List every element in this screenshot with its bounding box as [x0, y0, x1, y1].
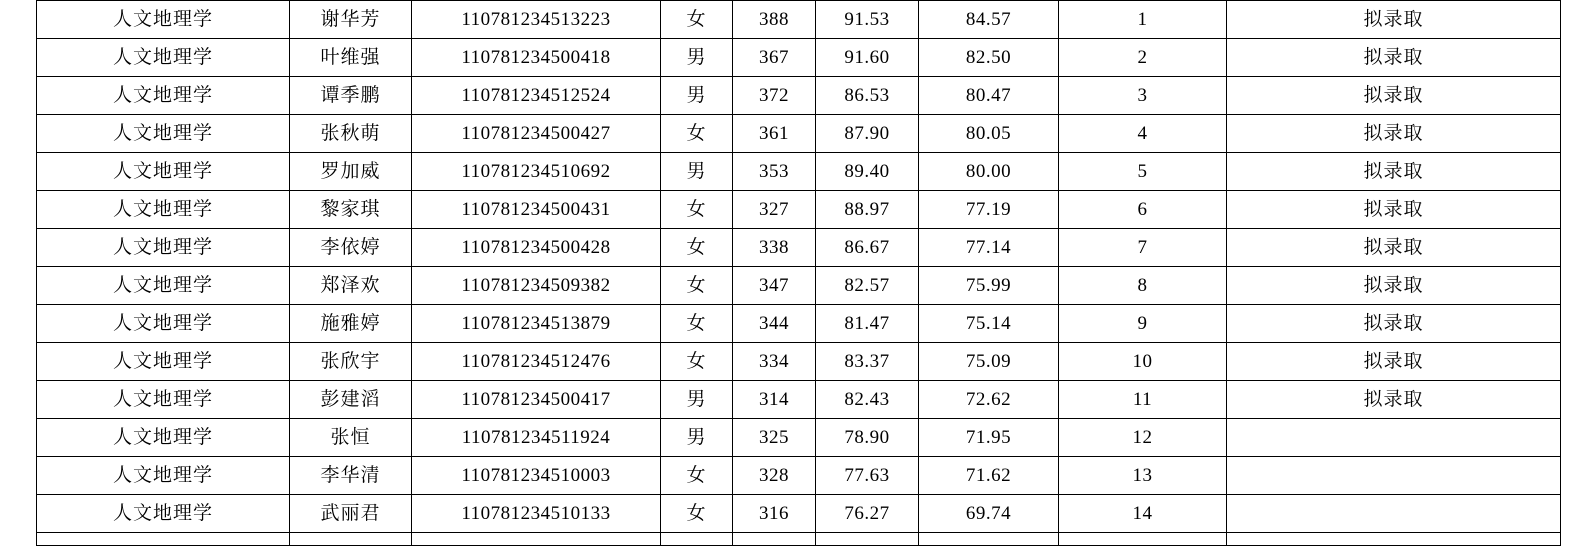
cell-interview: 82.43 [816, 381, 919, 419]
cell-score: 388 [733, 1, 816, 39]
cell-rank: 11 [1059, 381, 1227, 419]
table-row [37, 419, 1561, 457]
cell-score: 353 [733, 153, 816, 191]
cell-id: 110781234511924 [412, 419, 661, 457]
table-row [37, 153, 1561, 191]
cell-name: 李华清 [290, 457, 412, 495]
cell-status [1227, 533, 1561, 546]
cell-major: 人文地理学 [37, 305, 290, 343]
cell-rank: 1 [1059, 1, 1227, 39]
cell-name: 谭季鹏 [290, 77, 412, 115]
cell-score: 361 [733, 115, 816, 153]
cell-status [1227, 419, 1561, 457]
cell-rank: 12 [1059, 419, 1227, 457]
cell-gender: 女 [661, 115, 733, 153]
cell-name: 张欣宇 [290, 343, 412, 381]
cell-total: 71.62 [919, 457, 1059, 495]
cell-total: 75.09 [919, 343, 1059, 381]
cell-score: 338 [733, 229, 816, 267]
table-row [37, 39, 1561, 77]
table-row [37, 191, 1561, 229]
cell-gender: 女 [661, 1, 733, 39]
cell-gender: 女 [661, 191, 733, 229]
cell-status: 拟录取 [1227, 77, 1561, 115]
cell-name: 黎家琪 [290, 191, 412, 229]
cell-status: 拟录取 [1227, 115, 1561, 153]
cell-interview: 88.97 [816, 191, 919, 229]
cell-total: 71.95 [919, 419, 1059, 457]
cell-total: 72.62 [919, 381, 1059, 419]
cell-total: 75.14 [919, 305, 1059, 343]
cell-gender: 女 [661, 229, 733, 267]
table-row [37, 1, 1561, 39]
cell-interview [816, 533, 919, 546]
cell-score: 347 [733, 267, 816, 305]
cell-name: 彭建滔 [290, 381, 412, 419]
cell-major: 人文地理学 [37, 39, 290, 77]
cell-gender: 男 [661, 153, 733, 191]
cell-score: 314 [733, 381, 816, 419]
cell-id: 110781234500418 [412, 39, 661, 77]
cell-score: 325 [733, 419, 816, 457]
cell-name: 李依婷 [290, 229, 412, 267]
cell-score: 367 [733, 39, 816, 77]
admission-results-table [36, 0, 1561, 546]
cell-id: 110781234510133 [412, 495, 661, 533]
cell-id [412, 533, 661, 546]
table-body [37, 1, 1561, 546]
cell-id: 110781234512476 [412, 343, 661, 381]
cell-major: 人文地理学 [37, 495, 290, 533]
cell-rank [1059, 533, 1227, 546]
cell-major: 人文地理学 [37, 419, 290, 457]
table-row [37, 533, 1561, 546]
cell-rank: 3 [1059, 77, 1227, 115]
cell-interview: 81.47 [816, 305, 919, 343]
cell-total: 75.99 [919, 267, 1059, 305]
cell-id: 110781234510003 [412, 457, 661, 495]
cell-gender: 女 [661, 305, 733, 343]
cell-rank: 8 [1059, 267, 1227, 305]
cell-major: 人文地理学 [37, 115, 290, 153]
cell-gender [661, 533, 733, 546]
cell-interview: 89.40 [816, 153, 919, 191]
cell-name: 张恒 [290, 419, 412, 457]
cell-major: 人文地理学 [37, 153, 290, 191]
cell-rank: 9 [1059, 305, 1227, 343]
cell-total: 80.47 [919, 77, 1059, 115]
table-row [37, 343, 1561, 381]
cell-name: 张秋萌 [290, 115, 412, 153]
table-row [37, 229, 1561, 267]
cell-interview: 78.90 [816, 419, 919, 457]
cell-rank: 6 [1059, 191, 1227, 229]
cell-id: 110781234513879 [412, 305, 661, 343]
cell-gender: 男 [661, 39, 733, 77]
cell-interview: 86.67 [816, 229, 919, 267]
cell-score [733, 533, 816, 546]
cell-total: 80.05 [919, 115, 1059, 153]
cell-total: 84.57 [919, 1, 1059, 39]
cell-status [1227, 457, 1561, 495]
cell-status: 拟录取 [1227, 305, 1561, 343]
cell-status [1227, 495, 1561, 533]
cell-status: 拟录取 [1227, 229, 1561, 267]
cell-id: 110781234500427 [412, 115, 661, 153]
cell-score: 328 [733, 457, 816, 495]
cell-total: 80.00 [919, 153, 1059, 191]
cell-name: 谢华芳 [290, 1, 412, 39]
cell-name: 施雅婷 [290, 305, 412, 343]
table-row [37, 305, 1561, 343]
cell-gender: 男 [661, 381, 733, 419]
cell-major: 人文地理学 [37, 1, 290, 39]
cell-interview: 91.60 [816, 39, 919, 77]
cell-status: 拟录取 [1227, 267, 1561, 305]
cell-major: 人文地理学 [37, 77, 290, 115]
cell-interview: 86.53 [816, 77, 919, 115]
cell-rank: 10 [1059, 343, 1227, 381]
cell-gender: 女 [661, 457, 733, 495]
cell-total [919, 533, 1059, 546]
cell-name: 郑泽欢 [290, 267, 412, 305]
table-row [37, 77, 1561, 115]
cell-interview: 82.57 [816, 267, 919, 305]
cell-total: 77.19 [919, 191, 1059, 229]
cell-rank: 2 [1059, 39, 1227, 77]
cell-interview: 76.27 [816, 495, 919, 533]
cell-major [37, 533, 290, 546]
cell-rank: 14 [1059, 495, 1227, 533]
cell-score: 372 [733, 77, 816, 115]
cell-score: 334 [733, 343, 816, 381]
cell-total: 77.14 [919, 229, 1059, 267]
table-row [37, 115, 1561, 153]
cell-gender: 男 [661, 77, 733, 115]
table-row [37, 457, 1561, 495]
cell-major: 人文地理学 [37, 191, 290, 229]
cell-status: 拟录取 [1227, 381, 1561, 419]
cell-major: 人文地理学 [37, 457, 290, 495]
cell-gender: 女 [661, 343, 733, 381]
cell-interview: 91.53 [816, 1, 919, 39]
cell-total: 69.74 [919, 495, 1059, 533]
cell-status: 拟录取 [1227, 191, 1561, 229]
cell-score: 344 [733, 305, 816, 343]
cell-id: 110781234509382 [412, 267, 661, 305]
cell-interview: 83.37 [816, 343, 919, 381]
cell-major: 人文地理学 [37, 381, 290, 419]
cell-name: 叶维强 [290, 39, 412, 77]
cell-rank: 13 [1059, 457, 1227, 495]
cell-rank: 4 [1059, 115, 1227, 153]
cell-interview: 77.63 [816, 457, 919, 495]
cell-gender: 男 [661, 419, 733, 457]
cell-status: 拟录取 [1227, 1, 1561, 39]
cell-major: 人文地理学 [37, 229, 290, 267]
cell-rank: 5 [1059, 153, 1227, 191]
cell-interview: 87.90 [816, 115, 919, 153]
table-row [37, 267, 1561, 305]
cell-total: 82.50 [919, 39, 1059, 77]
cell-major: 人文地理学 [37, 267, 290, 305]
cell-status: 拟录取 [1227, 39, 1561, 77]
cell-id: 110781234512524 [412, 77, 661, 115]
cell-name: 武丽君 [290, 495, 412, 533]
cell-major: 人文地理学 [37, 343, 290, 381]
cell-status: 拟录取 [1227, 153, 1561, 191]
cell-id: 110781234510692 [412, 153, 661, 191]
cell-id: 110781234513223 [412, 1, 661, 39]
cell-name [290, 533, 412, 546]
cell-name: 罗加威 [290, 153, 412, 191]
cell-gender: 女 [661, 495, 733, 533]
cell-gender: 女 [661, 267, 733, 305]
table-row [37, 495, 1561, 533]
cell-rank: 7 [1059, 229, 1227, 267]
table-row [37, 381, 1561, 419]
cell-id: 110781234500417 [412, 381, 661, 419]
cell-id: 110781234500431 [412, 191, 661, 229]
cell-score: 316 [733, 495, 816, 533]
cell-status: 拟录取 [1227, 343, 1561, 381]
cell-score: 327 [733, 191, 816, 229]
cell-id: 110781234500428 [412, 229, 661, 267]
